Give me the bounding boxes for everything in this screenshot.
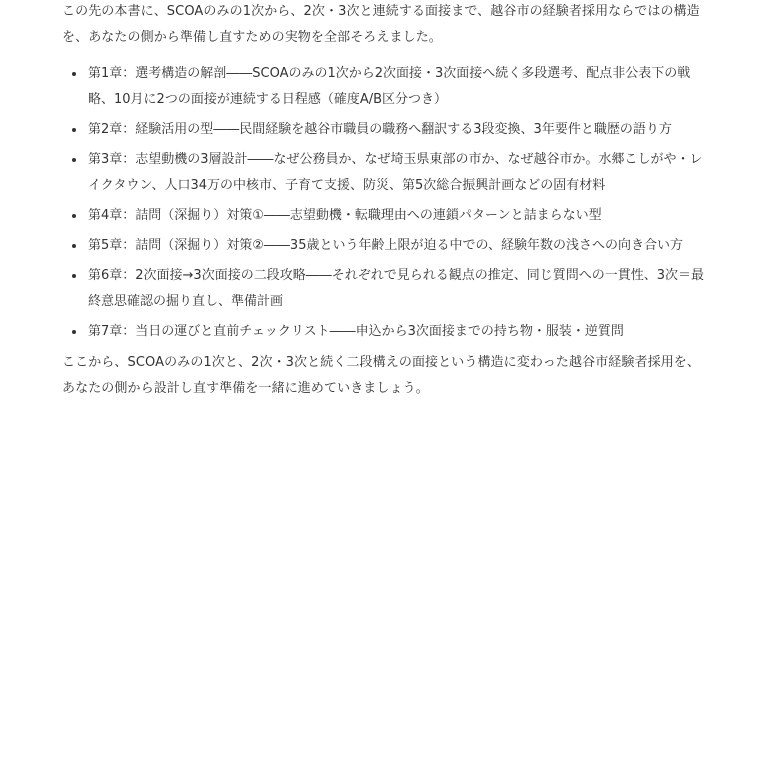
list-item (62, 117, 712, 143)
list-item (62, 233, 712, 259)
list-item (62, 319, 712, 345)
chapter-5-text: 第5章：詰問（深掘り）対策②――35歳という年齢上限が迫る中での、経験年数の浅さへの向き合い方 (88, 238, 683, 253)
list-item (62, 203, 712, 229)
bullet-icon (72, 244, 76, 248)
chapter-1-text: 第1章：選考構造の解剖――SCOAのみの1次から2次面接・3次面接へ続く多段選考、配点非公表下の戦略、10月に2つの面接が連続する日程感（確度A/B区分つき） (88, 66, 691, 107)
bullet-icon (72, 72, 76, 76)
bullet-icon (72, 330, 76, 334)
chapter-7-text: 第7章：当日の運びと直前チェックリスト――申込から3次面接までの持ち物・服装・逆質問 (88, 324, 624, 339)
document-body (62, 0, 712, 402)
chapter-list (62, 61, 712, 345)
chapter-3-text: 第3章：志望動機の3層設計――なぜ公務員か、なぜ埼玉県東部の市か、なぜ越谷市か。水郷こしがや・レイクタウン、人口34万の中核市、子育て支援、防災、第5次総合振興計画などの固有材料 (88, 152, 703, 193)
chapter-4-text: 第4章：詰問（深掘り）対策①――志望動機・転職理由への連鎖パターンと詰まらない型 (88, 208, 602, 223)
list-item (62, 147, 712, 199)
list-item (62, 263, 712, 315)
outro-paragraph: ここから、SCOAのみの1次と、2次・3次と続く二段構えの面接という構造に変わった越谷市経験者採用を、あなたの側から設計し直す準備を一緒に進めていきましょう。 (62, 355, 701, 396)
intro-paragraph: この先の本書に、SCOAのみの1次から、2次・3次と連続する面接まで、越谷市の経験者採用ならではの構造を、あなたの側から準備し直すための実物を全部そろえました。 (62, 4, 700, 45)
chapter-2-text: 第2章：経験活用の型――民間経験を越谷市職員の職務へ翻訳する3段変換、3年要件と職歴の語り方 (88, 122, 672, 137)
bullet-icon (72, 214, 76, 218)
bullet-icon (72, 128, 76, 132)
list-item (62, 61, 712, 113)
bullet-icon (72, 158, 76, 162)
chapter-6-text: 第6章：2次面接→3次面接の二段攻略――それぞれで見られる観点の推定、同じ質問への一貫性、3次＝最終意思確認の掘り直し、準備計画 (88, 268, 704, 309)
bullet-icon (72, 274, 76, 278)
